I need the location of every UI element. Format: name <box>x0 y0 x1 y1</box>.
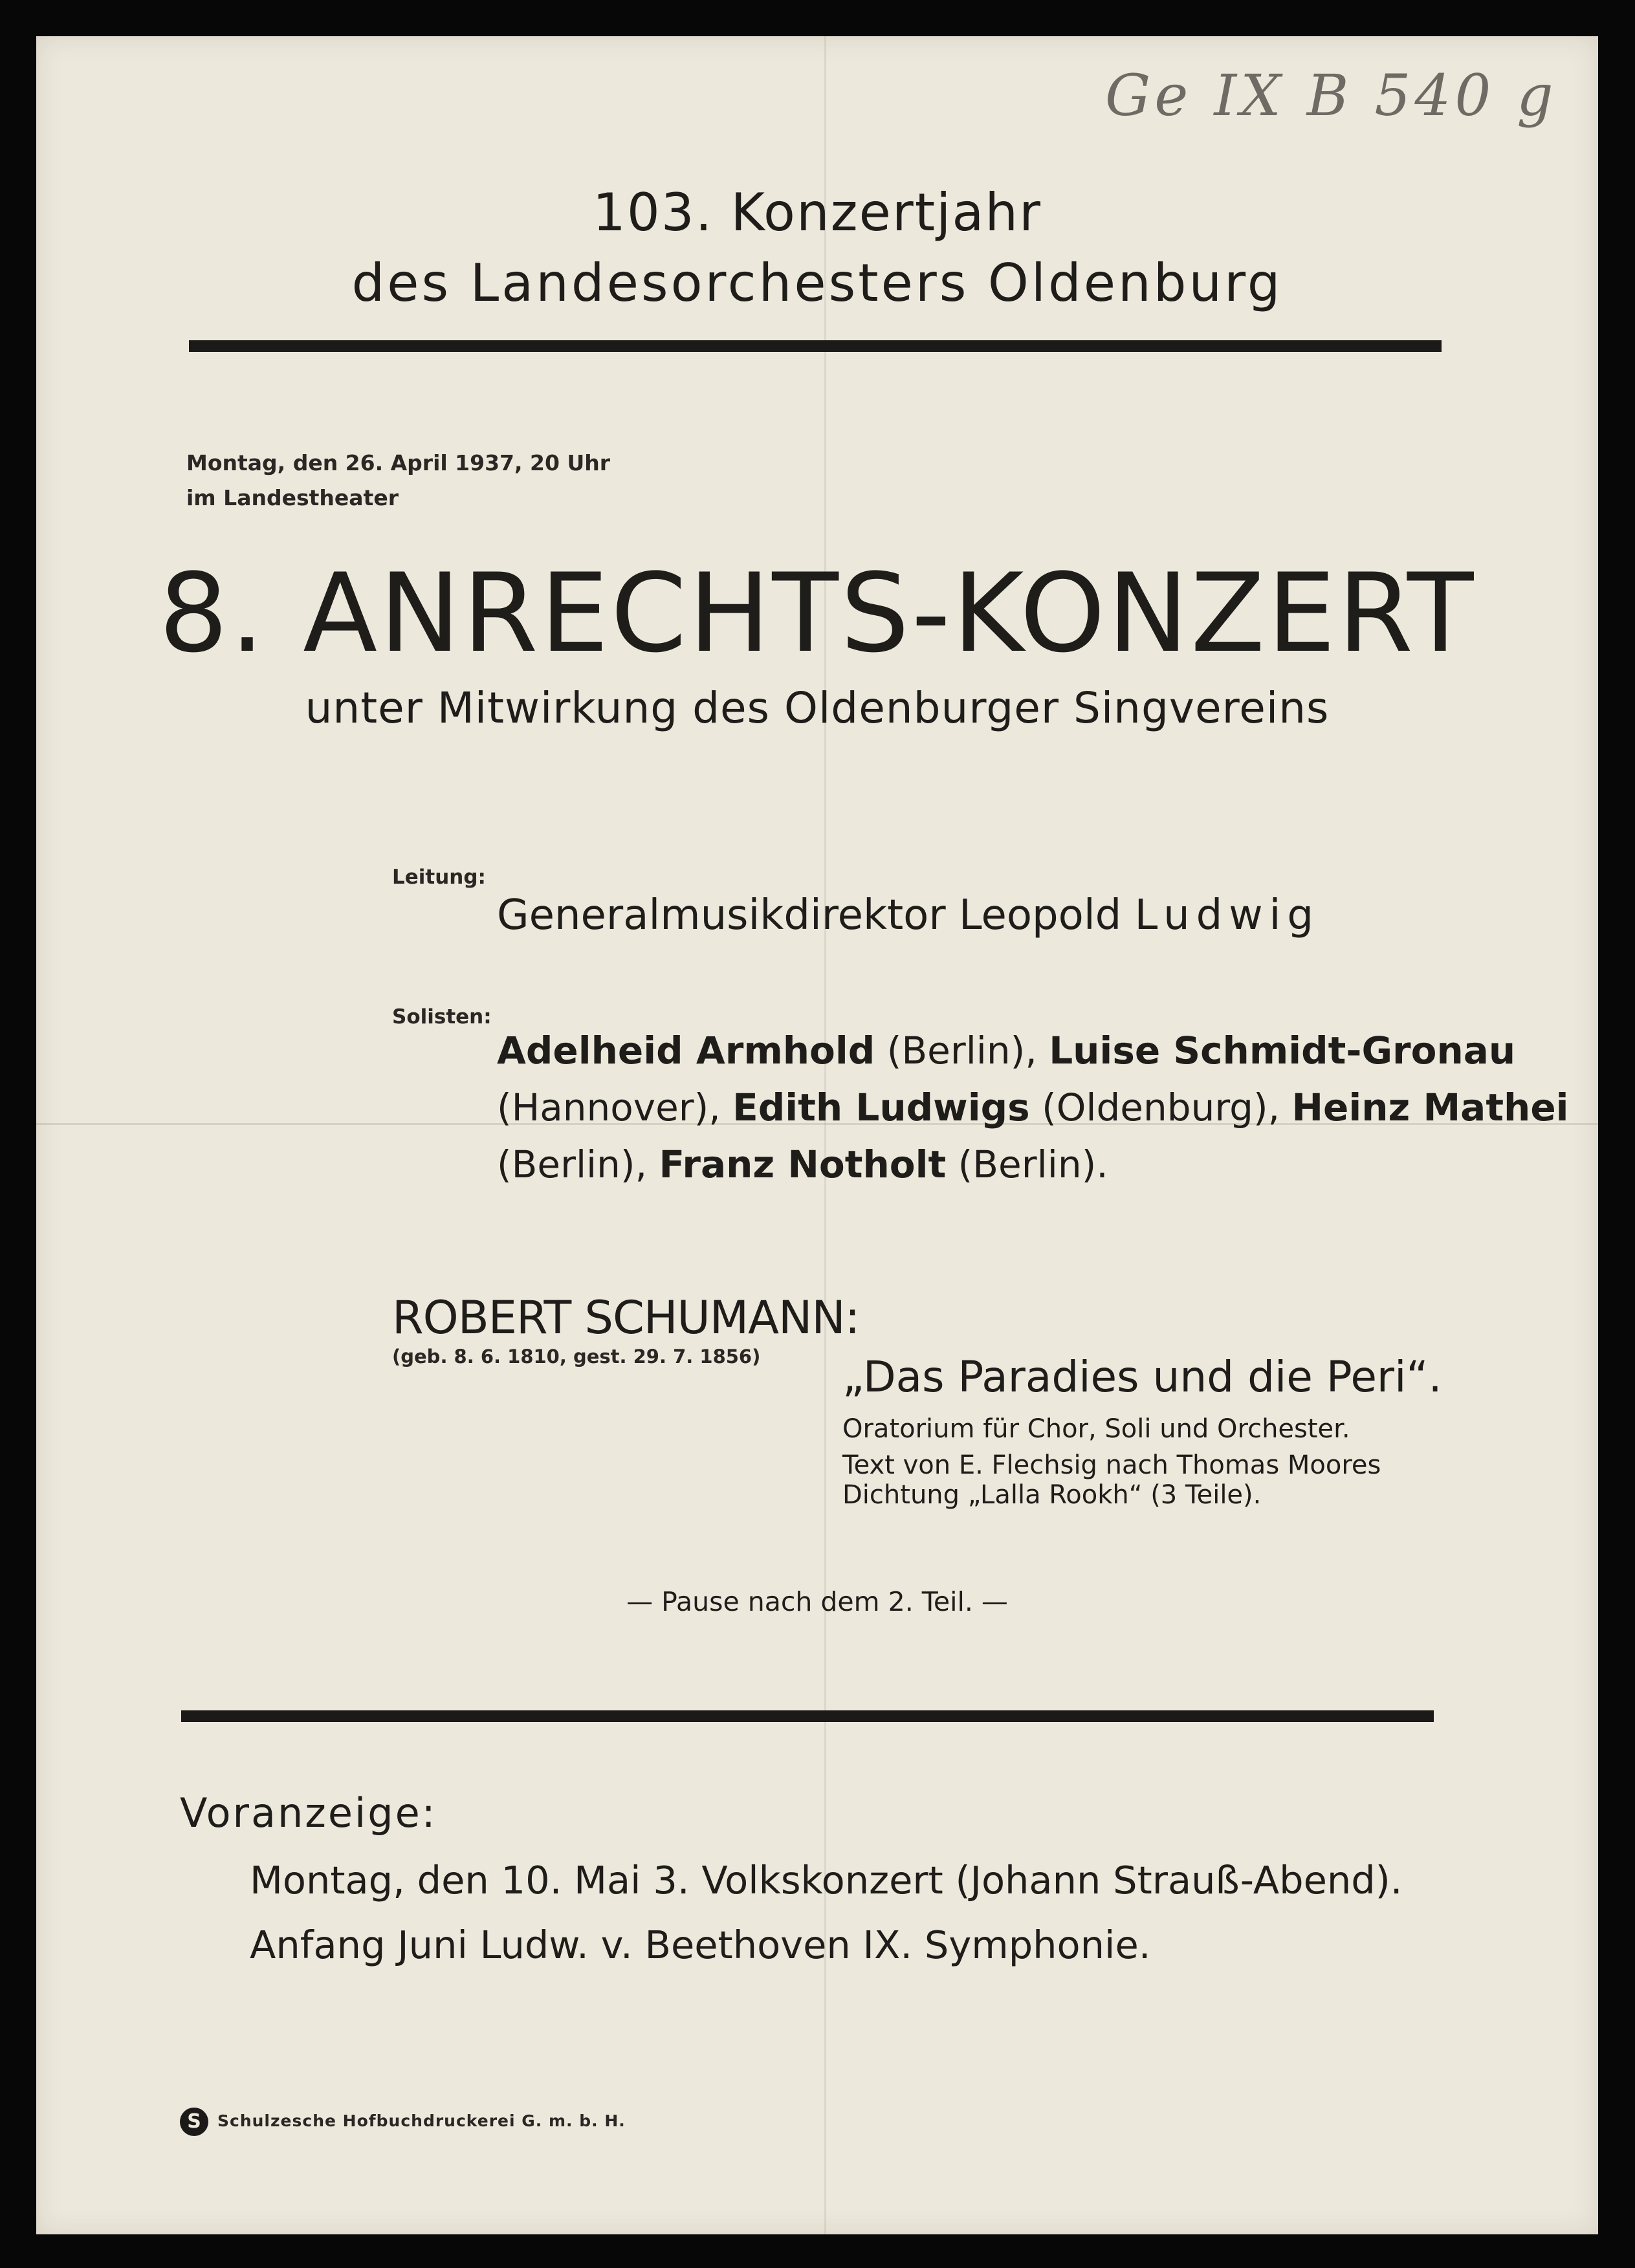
bottom-divider <box>181 1710 1434 1722</box>
header-line-1: 103. Konzertjahr <box>593 182 1042 243</box>
soloist-name: Luise Schmidt-Gronau <box>1049 1029 1516 1073</box>
printer-logo: S <box>180 2108 208 2136</box>
work-description-1: Oratorium für Chor, Soli und Orchester. <box>842 1414 1350 1444</box>
work-title: „Das Paradies und die Peri“. <box>842 1352 1442 1402</box>
conductor-last-name: Ludwig <box>1134 891 1321 939</box>
top-divider <box>189 340 1442 352</box>
solisten-label: Solisten: <box>392 1005 492 1029</box>
pause-note: — Pause nach dem 2. Teil. — <box>626 1586 1008 1617</box>
date-line: Montag, den 26. April 1937, 20 Uhr <box>186 450 611 475</box>
soloist-name: Adelheid Armhold <box>497 1029 875 1073</box>
soloists-line-1 <box>497 1029 1515 1073</box>
soloist-city: (Berlin), <box>886 1029 1037 1073</box>
voranzeige-line-1: Montag, den 10. Mai 3. Volkskonzert (Johann Strauß-Abend). <box>250 1858 1403 1903</box>
conductor-line <box>497 891 1320 939</box>
poster-sheet <box>36 36 1598 2234</box>
leitung-label: Leitung: <box>392 866 486 889</box>
soloist-city: (Berlin), <box>497 1142 647 1186</box>
soloist-name: Heinz Mathei <box>1291 1085 1569 1129</box>
concert-subtitle: unter Mitwirkung des Oldenburger Singvereins <box>305 683 1330 733</box>
voranzeige-label: Voranzeige: <box>180 1789 437 1837</box>
venue-line: im Landestheater <box>186 485 399 510</box>
work-description-3: Dichtung „Lalla Rookh“ (3 Teile). <box>842 1480 1262 1510</box>
soloist-name: Edith Ludwigs <box>732 1085 1030 1129</box>
soloists-line-2 <box>497 1085 1569 1129</box>
archive-mark: Ge IX B 540 g <box>1105 62 1557 129</box>
composer-name: ROBERT SCHUMANN: <box>392 1291 860 1344</box>
soloist-city: (Hannover), <box>497 1085 721 1129</box>
concert-title: 8. ANRECHTS-KONZERT <box>159 550 1476 677</box>
work-description-2: Text von E. Flechsig nach Thomas Moores <box>842 1450 1381 1480</box>
composer-dates: (geb. 8. 6. 1810, gest. 29. 7. 1856) <box>392 1346 761 1368</box>
printer-credit: Schulzesche Hofbuchdruckerei G. m. b. H. <box>217 2111 626 2130</box>
soloist-name: Franz Notholt <box>659 1142 947 1186</box>
conductor-prefix: Generalmusikdirektor Leopold <box>497 891 1122 939</box>
fold-line-vertical <box>824 36 826 2234</box>
soloist-city: (Oldenburg), <box>1042 1085 1280 1129</box>
voranzeige-line-2: Anfang Juni Ludw. v. Beethoven IX. Symphonie. <box>250 1923 1151 1967</box>
soloists-line-3 <box>497 1142 1108 1186</box>
header-line-2: des Landesorchesters Oldenburg <box>351 253 1283 313</box>
soloist-city: (Berlin). <box>958 1142 1108 1186</box>
